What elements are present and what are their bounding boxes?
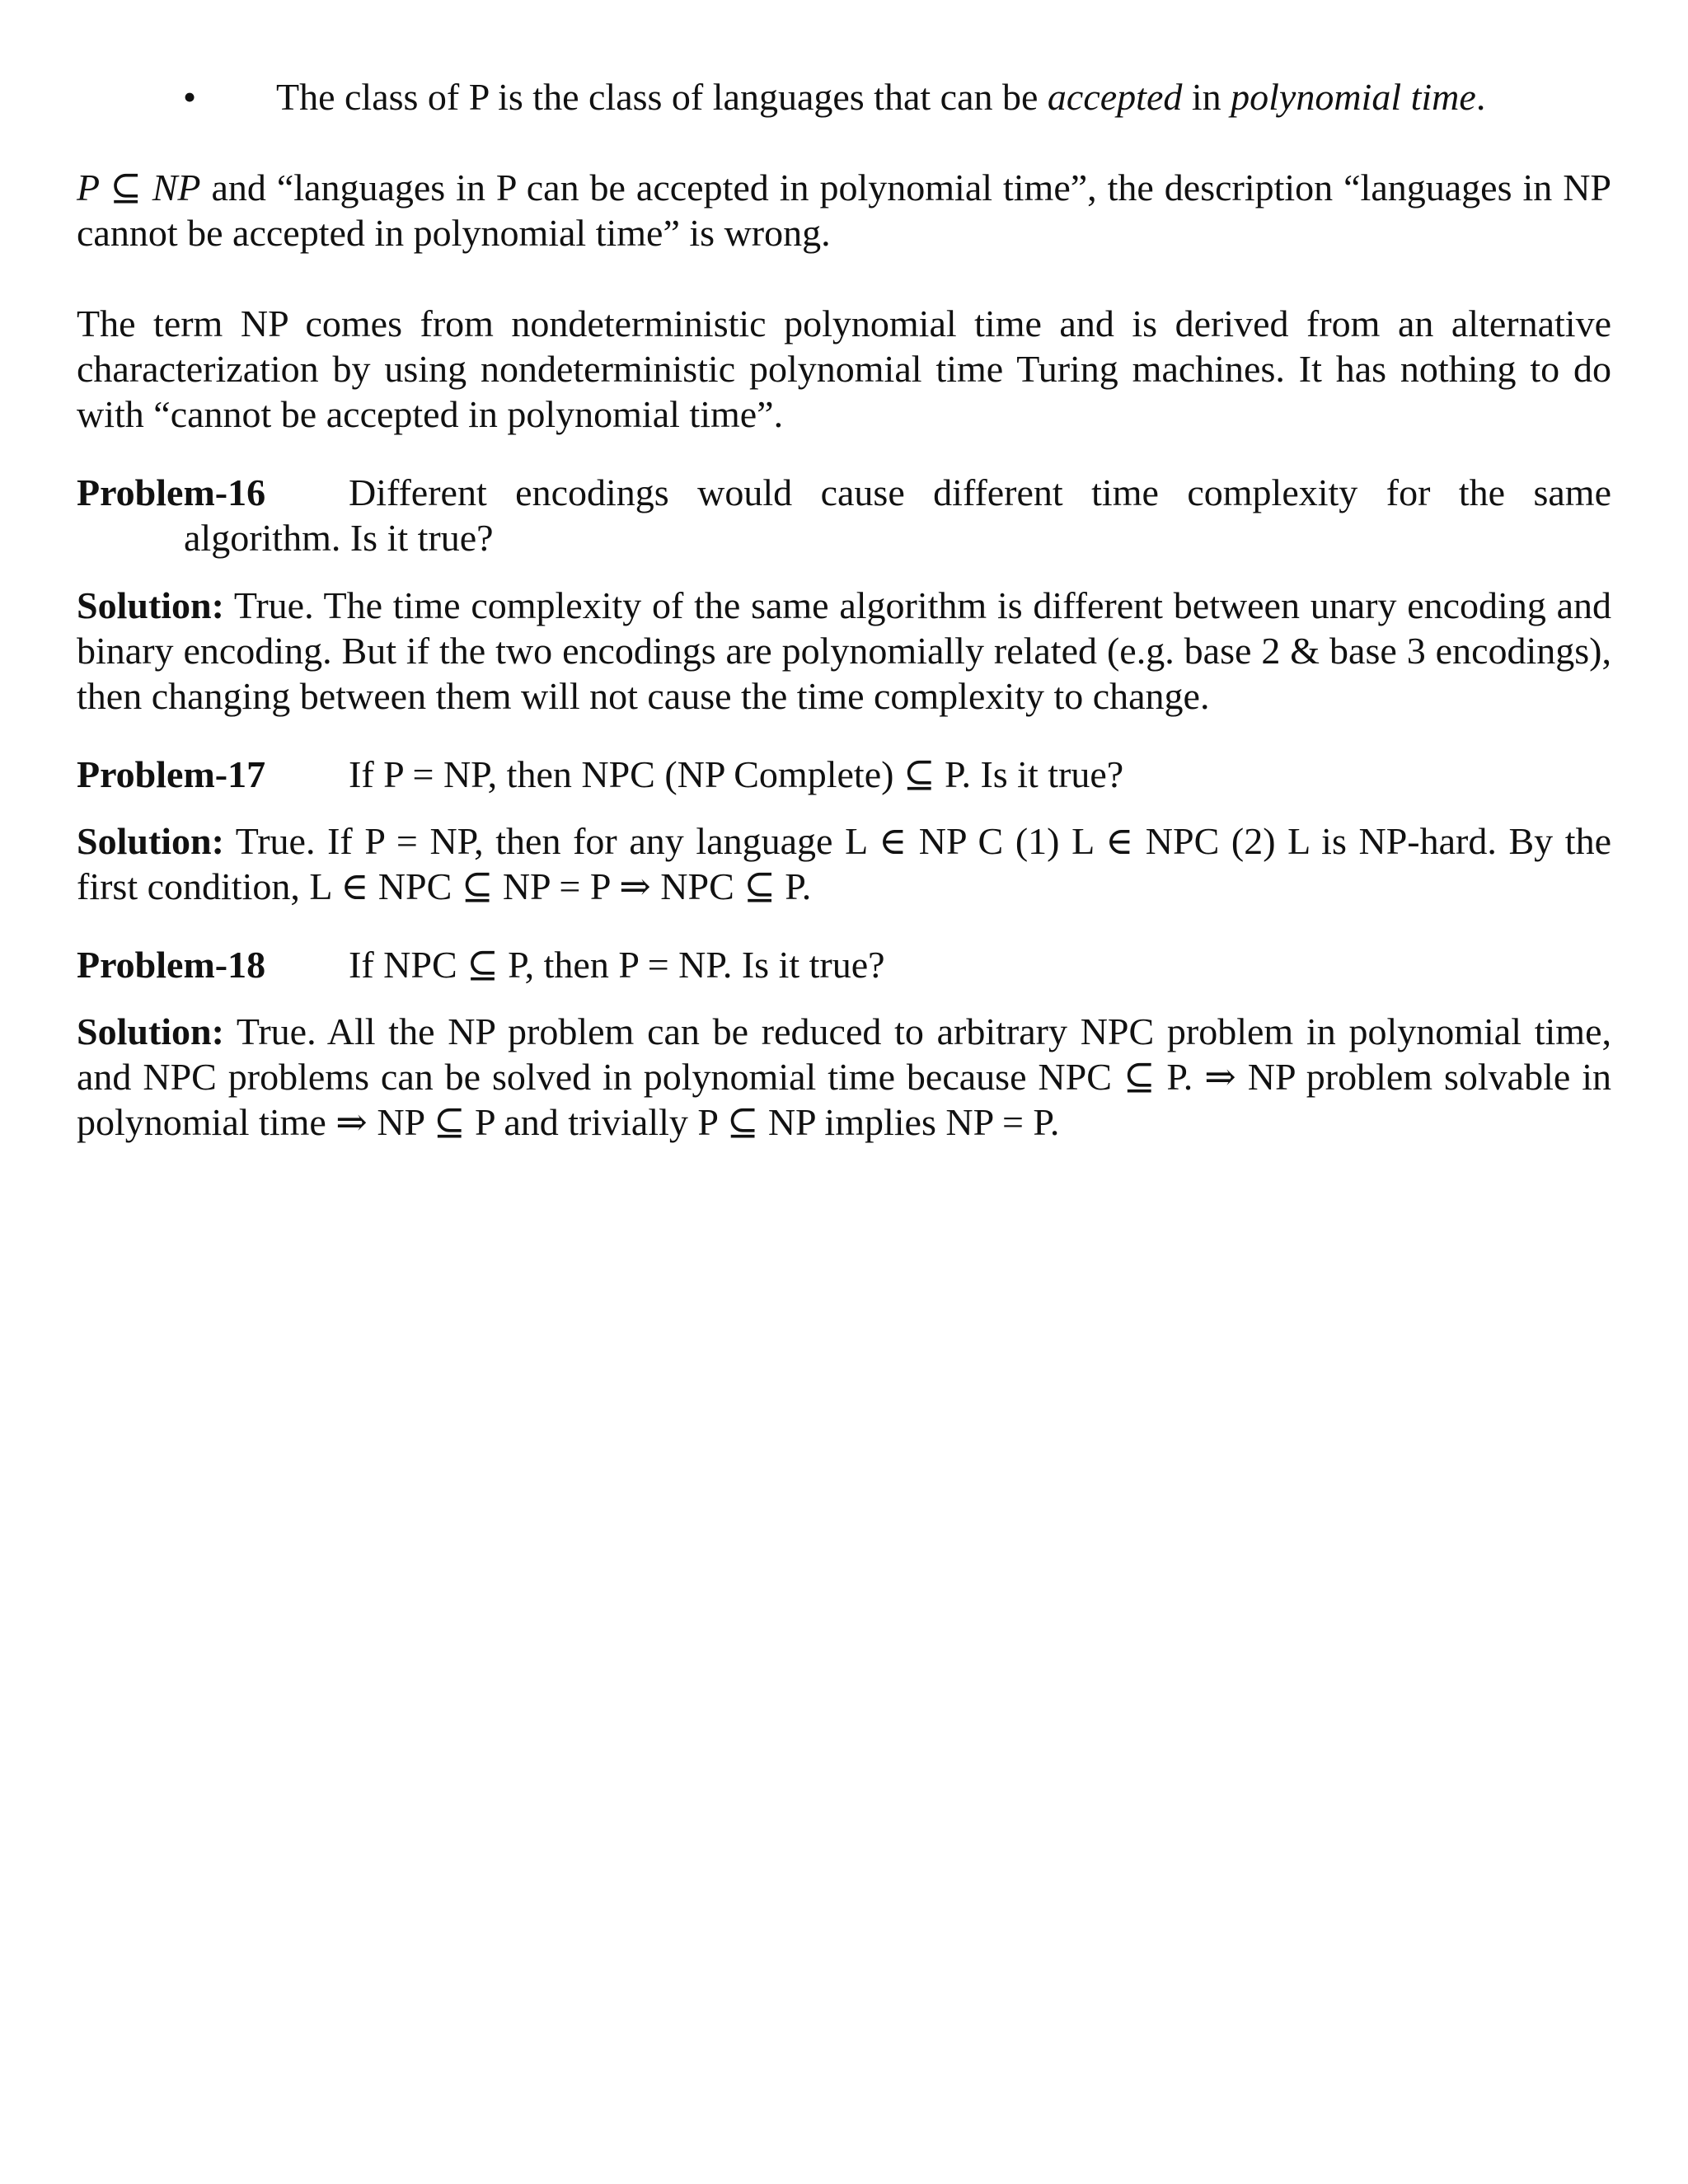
problem-16-text-line1: Different encodings would cause different time complexity for the same [349,471,1611,513]
solution-17-text: True. If P = NP, then for any language L ∈ NP C (1) L ∈ NPC (2) L is NP-hard. By the first condition, L ∈ NPC ⊆ NP = P ⇒ NPC ⊆ P. [77,820,1611,907]
bullet-item-class-p [0,74,1688,120]
bullet-text-pre: The class of P is the class of languages that can be [276,76,1048,118]
paragraph-p-subset-np-text: and “languages in P can be accepted in polynomial time”, the description “languages in NP cannot be accepted in polynomial time” is wrong. [77,166,1611,254]
bullet-text [276,74,1485,120]
problem-16 [77,470,1611,560]
solution-18 [77,1009,1611,1145]
bullet-text-post: . [1475,76,1486,118]
solution-17 [77,818,1611,909]
bullet-dot: • [183,76,197,118]
solution-17-label: Solution: [77,820,224,862]
solution-18-text: True. All the NP problem can be reduced to arbitrary NPC problem in polynomial time, and NPC problems can be solved in polynomial time because NPC ⊆ P. ⇒ NP problem solvable in polynomial time ⇒ NP ⊆ P and trivially P ⊆ NP implies NP = P. [77,1010,1611,1143]
bullet-text-accepted: accepted [1047,76,1183,118]
paragraph-p-subset-np [77,165,1611,255]
problem-16-label: Problem-16 [77,471,266,513]
bullet-text-mid: in [1182,76,1231,118]
problem-16-text-line2: algorithm. Is it true? [184,517,494,559]
solution-18-label: Solution: [77,1010,224,1052]
bullet-text-polynomial-time: polynomial time [1231,76,1476,118]
problem-18 [77,942,1611,987]
problem-17-label: Problem-17 [77,753,266,795]
paragraph-term-np: The term NP comes from nondeterministic polynomial time and is derived from an alternative characterization by using nondeterministic polynomial time Turing machines. It has nothing to do with “cannot be accepted in polynomial time”. [77,302,1611,435]
problem-18-label: Problem-18 [77,944,266,986]
problem-18-text: If NPC ⊆ P, then P = NP. Is it true? [349,944,885,986]
solution-16 [77,583,1611,719]
math-p-subset-np: P ⊆ NP [77,166,201,209]
problem-17-text: If P = NP, then NPC (NP Complete) ⊆ P. Is it true? [349,753,1124,795]
solution-16-label: Solution: [77,584,224,626]
solution-16-text: True. The time complexity of the same algorithm is different between unary encoding and binary encoding. But if the two encodings are polynomially related (e.g. base 2 & base 3 encodings), then changing between them will not cause the time complexity to change. [77,584,1611,717]
problem-17 [77,752,1611,797]
